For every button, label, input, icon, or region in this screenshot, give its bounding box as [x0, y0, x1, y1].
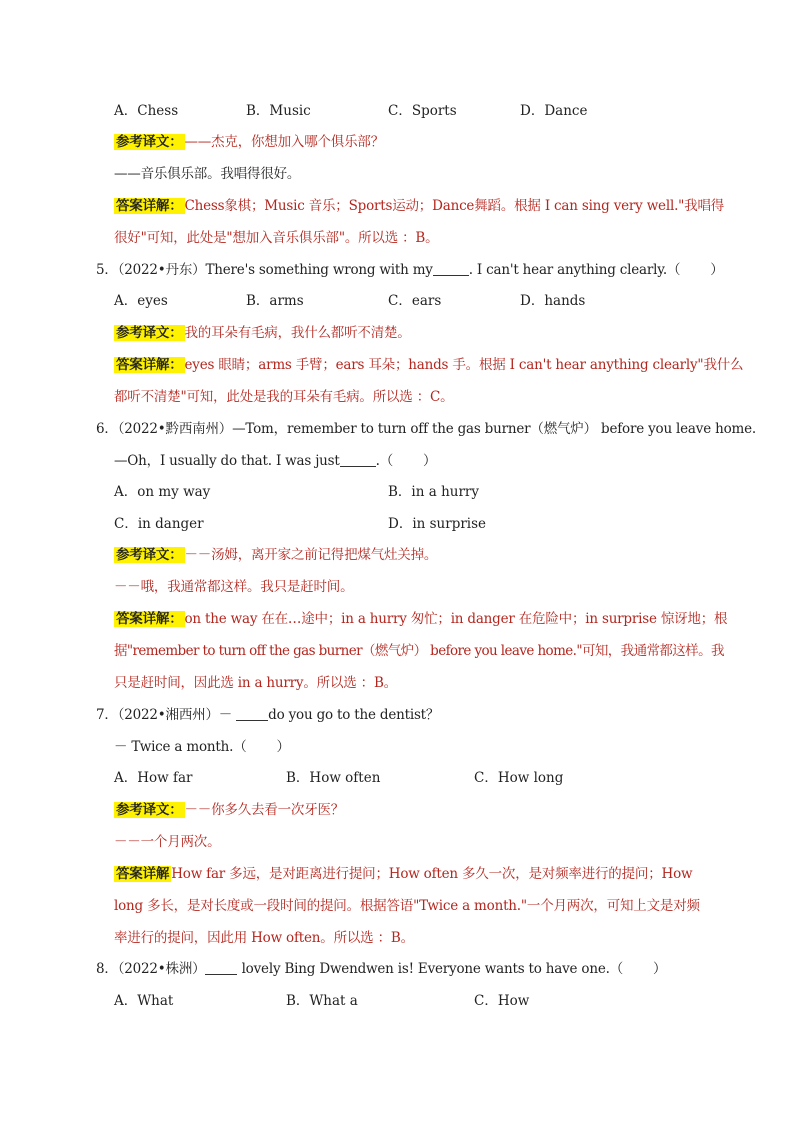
q7-translation: 参考译文： －－你多久去看一次牙医？ — [116, 802, 345, 818]
q4-option-b: B．Music — [246, 103, 311, 119]
q7-translation-2: －－一个月两次。 — [114, 834, 221, 850]
translation-label: 参考译文： — [116, 134, 183, 150]
q6-translation: 参考译文： －－汤姆，离开家之前记得把煤气灶关掉。 — [116, 547, 438, 563]
q7-explanation-3: 率进行的提问，因此用 How often。所以选 ：B。 — [114, 930, 414, 946]
q6-translation-2: －－哦，我通常都这样。我只是赶时间。 — [114, 579, 354, 595]
q6-explanation-3: 只是赶时间，因此选 in a hurry。所以选 ：B。 — [114, 675, 397, 691]
q5-option-b: B．arms — [246, 293, 304, 309]
q6-option-b: B．in a hurry — [388, 484, 479, 500]
q5-explanation-2: 都听不清楚"可知，此处是我的耳朵有毛病。所以选 ：C。 — [114, 389, 454, 405]
q8-option-c: C．How — [474, 993, 530, 1009]
answer-blank — [205, 960, 237, 975]
q7-explanation-2: long 多长，是对长度或一段时间的提问。根据答语"Twice a month."一个月两次，可知上文是对频 — [114, 898, 700, 914]
q7-stem-2: － Twice a month.（ ） — [114, 739, 290, 755]
q7-stem: 7．（2022•湘西州）－ do you go to the dentist？ — [96, 707, 440, 723]
q6-stem-2: —Oh，I usually do that. I was just .（ ） — [114, 453, 437, 469]
answer-blank — [236, 706, 268, 721]
q5-stem: 5．（2022•丹东）There's something wrong with my . I can't hear anything clearly.（ ） — [96, 262, 724, 278]
q4-option-c: C．Sports — [388, 103, 457, 119]
q5-option-a: A．eyes — [114, 293, 168, 309]
answer-blank — [340, 452, 376, 467]
q6-option-d: D．in surprise — [388, 516, 487, 532]
q6-explanation-2: 据"remember to turn off the gas burner（燃气炉） before you leave home."可知，我通常都这样。我 — [114, 643, 724, 659]
q8-option-b: B．What a — [286, 993, 358, 1009]
q4-explanation: 答案详解： Chess象棋；Music 音乐；Sports运动；Dance舞蹈。根据 I can sing very well."我唱得 — [116, 198, 725, 214]
q4-option-a: A．Chess — [114, 103, 179, 119]
answer-blank — [433, 261, 469, 276]
q7-option-c: C．How long — [474, 770, 564, 786]
q4-option-d: D．Dance — [520, 103, 588, 119]
q5-option-c: C．ears — [388, 293, 442, 309]
explain-label: 答案详解： — [116, 198, 183, 214]
q4-translation: 参考译文： ——杰克，你想加入哪个俱乐部？ — [116, 134, 384, 150]
q4-explanation-2: 很好"可知，此处是"想加入音乐俱乐部"。所以选 ：B。 — [114, 230, 439, 246]
q6-stem: 6．（2022•黔西南州）—Tom，remember to turn off the gas burner（燃气炉） before you leave home. — [96, 421, 756, 437]
q7-option-a: A．How far — [114, 770, 193, 786]
q6-option-c: C．in danger — [114, 516, 204, 532]
q5-option-d: D．hands — [520, 293, 586, 309]
q8-stem: 8．（2022•株洲） lovely Bing Dwendwen is! Everyone wants to have one.（ ） — [96, 961, 667, 977]
q7-explanation: 答案详解 How far 多远，是对距离进行提问；How often 多久一次，是对频率进行的提问；How — [116, 866, 693, 882]
q5-explanation: 答案详解： eyes 眼睛；arms 手臂；ears 耳朵；hands 手。根据 I can't hear anything clearly"我什么 — [116, 357, 744, 373]
q7-option-b: B．How often — [286, 770, 381, 786]
q4-translation-2: ——音乐俱乐部。我唱得很好。 — [114, 166, 301, 182]
q6-explanation: 答案详解： on the way 在在…途中；in a hurry 匆忙；in danger 在危险中；in surprise 惊讶地；根 — [116, 611, 728, 627]
q8-option-a: A．What — [114, 993, 174, 1009]
q6-option-a: A．on my way — [114, 484, 211, 500]
q5-translation: 参考译文： 我的耳朵有毛病，我什么都听不清楚。 — [116, 325, 411, 341]
